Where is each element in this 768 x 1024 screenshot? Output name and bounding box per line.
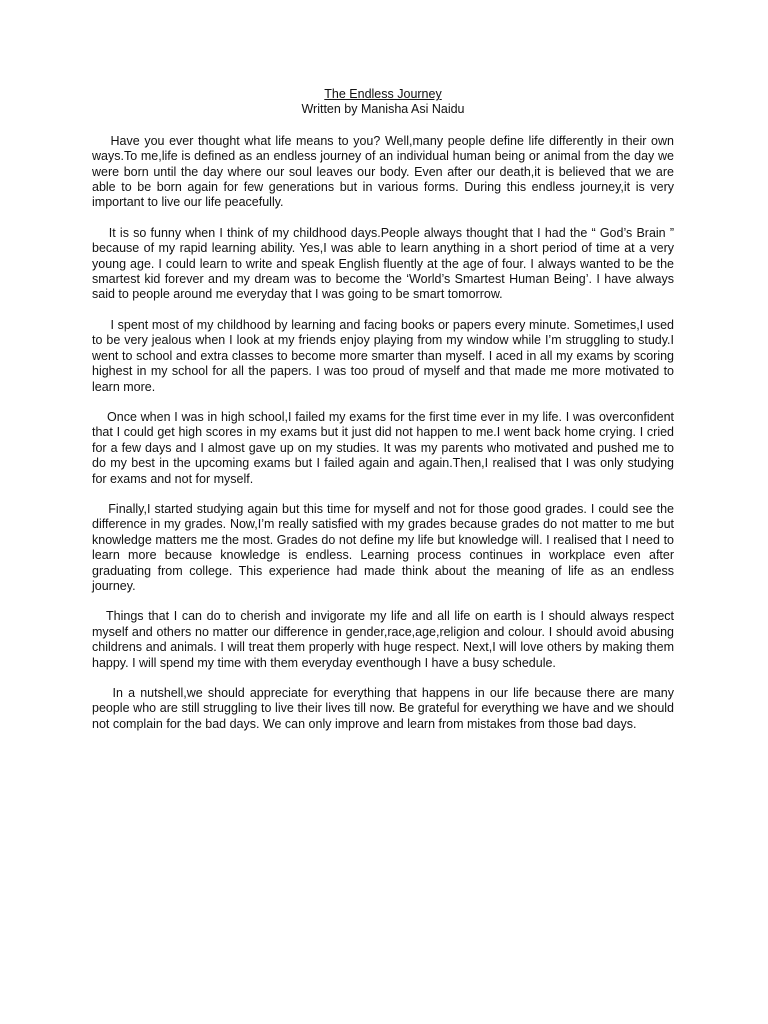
paragraph-3: I spent most of my childhood by learning and facing books or papers every minute. Sometimes,I used to be very jealous when I look at my friends enjoy playing from my window while I’m struggling to study.I went to school and extra classes to become more smarter than myself. I aced in all my exams by scoring highest in my school for all the papers. I was too proud of myself and that made me more motivated to learn more. <box>92 317 674 394</box>
paragraph-5: Finally,I started studying again but this time for myself and not for those good grades. I could see the difference in my grades. Now,I’m really satisfied with my grades because grades do not matter to me but knowledge matters me the most. Grades do not define my life but knowledge will. I realised that I need to learn more because knowledge is endless. Learning process continues in workplace even after graduating from college. This experience had made think about the meaning of life as an endless journey. <box>92 501 674 593</box>
paragraph-6: Things that I can do to cherish and invigorate my life and all life on earth is I should always respect myself and others no matter our difference in gender,race,age,religion and colour. I should avoid abusing childrens and animals. I will treat them properly with huge respect. Next,I will love others by making them happy. I will spend my time with them everyday eventhough I have a busy schedule. <box>92 609 674 670</box>
paragraph-7: In a nutshell,we should appreciate for everything that happens in our life because there are many people who are still struggling to live their lives till now. Be grateful for everything we have and we should not complain for the bad days. We can only improve and learn from mistakes from those bad days. <box>92 686 674 731</box>
essay-byline: Written by Manisha Asi Naidu <box>301 102 465 117</box>
essay-title: The Endless Journey <box>324 87 442 101</box>
essay-body <box>92 87 674 747</box>
paragraph-4: Once when I was in high school,I failed my exams for the first time ever in my life. I was overconfident that I could get high scores in my exams but it just did not happen to me.I went back home crying. I cried for a few days and I almost gave up on my studies. It was my parents who motivated and pushed me to do my best in the upcoming exams but I failed again and again.Then,I realised that I was only studying for exams and not for myself. <box>92 409 674 486</box>
paragraph-1: Have you ever thought what life means to you? Well,many people define life differently in their own ways.To me,life is defined as an endless journey of an individual human being or animal from the day we were born until the day where our soul leaves our body. Even after our death,it is believed that we are able to be born again for few generations but in various forms. During this endless journey,it is very important to live our life peacefully. <box>92 133 674 210</box>
paragraph-2: It is so funny when I think of my childhood days.People always thought that I had the “ God’s Brain ” because of my rapid learning ability. Yes,I was able to learn anything in a short period of time at a very young age. I could learn to write and speak English fluently at the age of four. I always wanted to be the smartest kid forever and my dream was to become the ‘World’s Smartest Human Being’. I have always said to people around me everyday that I was going to be smart tomorrow. <box>92 225 674 302</box>
